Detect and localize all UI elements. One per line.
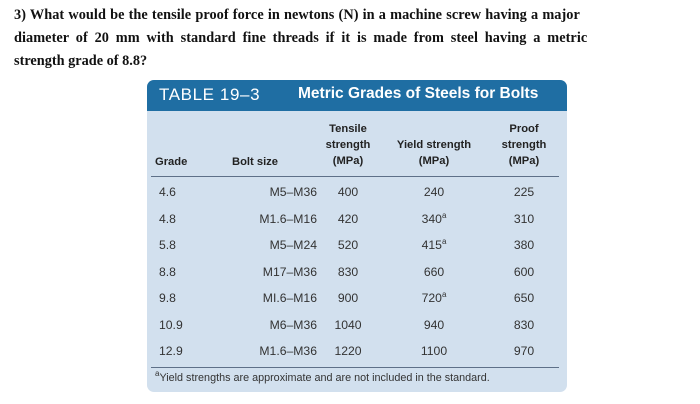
- yield-strength-cell: [407, 238, 461, 252]
- table-row: [147, 288, 567, 310]
- bolt-size-cell: MI.6–M16: [262, 291, 317, 305]
- table-row: [147, 262, 567, 284]
- bolt-size-cell: M1.6–M16: [259, 211, 317, 226]
- header-grade: Grade: [155, 156, 188, 168]
- proof-strength-cell: 225: [513, 185, 535, 199]
- tensile-strength-cell: 400: [337, 185, 359, 199]
- header-yield-line-2: (MPa): [418, 155, 450, 167]
- header-rule: [151, 176, 559, 177]
- table-row: [147, 209, 567, 231]
- proof-strength-cell: 970: [513, 344, 535, 358]
- header-tensile-line-3: (MPa): [332, 155, 364, 167]
- yield-strength-cell: 660: [423, 264, 445, 279]
- header-yield-strength: [383, 139, 485, 168]
- table-footnote: [155, 369, 490, 384]
- bolt-size-cell: M5–M24: [269, 238, 317, 252]
- table-row: [147, 235, 567, 257]
- yield-strength-cell: [407, 291, 461, 305]
- header-yield-line-1: Yield strength: [396, 139, 472, 151]
- grade-cell: 5.8: [159, 238, 176, 252]
- proof-strength-cell: 380: [513, 238, 535, 252]
- tensile-strength-cell: 830: [337, 264, 359, 279]
- header-tensile-line-1: Tensile: [329, 123, 367, 135]
- yield-strength-cell: [407, 212, 461, 226]
- table-number: TABLE 19–3: [159, 85, 261, 104]
- yield-value: 340: [421, 211, 442, 226]
- bolt-size-cell: M17–M36: [262, 264, 317, 279]
- proof-strength-cell: 830: [513, 317, 535, 332]
- bottom-rule: [151, 367, 559, 368]
- grade-cell: 4.6: [159, 185, 176, 199]
- tensile-strength-cell: 520: [337, 238, 359, 252]
- yield-value: 720: [421, 291, 442, 305]
- bolt-size-cell: M6–M36: [269, 317, 317, 332]
- header-proof-line-1: Proof: [509, 123, 539, 135]
- tensile-strength-cell: 1220: [334, 344, 362, 358]
- bolt-size-cell: M5–M36: [269, 185, 317, 199]
- tensile-strength-cell: 1040: [334, 317, 362, 332]
- question-line-2: diameter of 20 mm with standard fine threads if it is made from steel having a metric: [14, 30, 588, 46]
- header-tensile-line-2: strength: [325, 139, 371, 151]
- table-title: Metric Grades of Steels for Bolts: [298, 85, 539, 102]
- table-row: [147, 315, 567, 337]
- table-row: [147, 182, 567, 204]
- grade-cell: 12.9: [159, 344, 183, 358]
- footnote-mark: a: [155, 369, 160, 378]
- tensile-strength-cell: 420: [337, 211, 359, 226]
- footnote-marker: a: [441, 290, 447, 299]
- metric-grades-table: [147, 80, 567, 392]
- bolt-size-cell: M1.6–M36: [259, 344, 317, 358]
- table-title-bar: [147, 80, 567, 111]
- footnote-text: Yield strengths are approximate and are not included in the standard.: [159, 372, 490, 384]
- table-row: [147, 341, 567, 363]
- header-proof-line-3: (MPa): [508, 155, 540, 167]
- yield-strength-cell: 940: [423, 317, 445, 332]
- yield-strength-cell: 1100: [420, 344, 448, 358]
- proof-strength-cell: 650: [513, 291, 535, 305]
- footnote-marker: a: [441, 237, 447, 246]
- yield-strength-cell: 240: [423, 185, 445, 199]
- question-line-1: 3) What would be the tensile proof force in newtons (N) in a machine screw having a major: [14, 7, 580, 23]
- header-proof-strength: [489, 123, 559, 168]
- yield-value: 415: [421, 238, 442, 252]
- grade-cell: 9.8: [159, 291, 176, 305]
- header-proof-line-2: strength: [501, 139, 547, 151]
- proof-strength-cell: 310: [513, 211, 535, 226]
- proof-strength-cell: 600: [513, 264, 535, 279]
- grade-cell: 4.8: [159, 211, 176, 226]
- header-tensile-strength: [315, 123, 381, 168]
- grade-cell: 10.9: [159, 317, 183, 332]
- header-bolt-size: Bolt size: [232, 156, 279, 168]
- question-text: [14, 4, 694, 73]
- grade-cell: 8.8: [159, 264, 176, 279]
- question-line-3: strength grade of 8.8?: [14, 53, 148, 69]
- tensile-strength-cell: 900: [337, 291, 359, 305]
- footnote-marker: a: [441, 210, 447, 220]
